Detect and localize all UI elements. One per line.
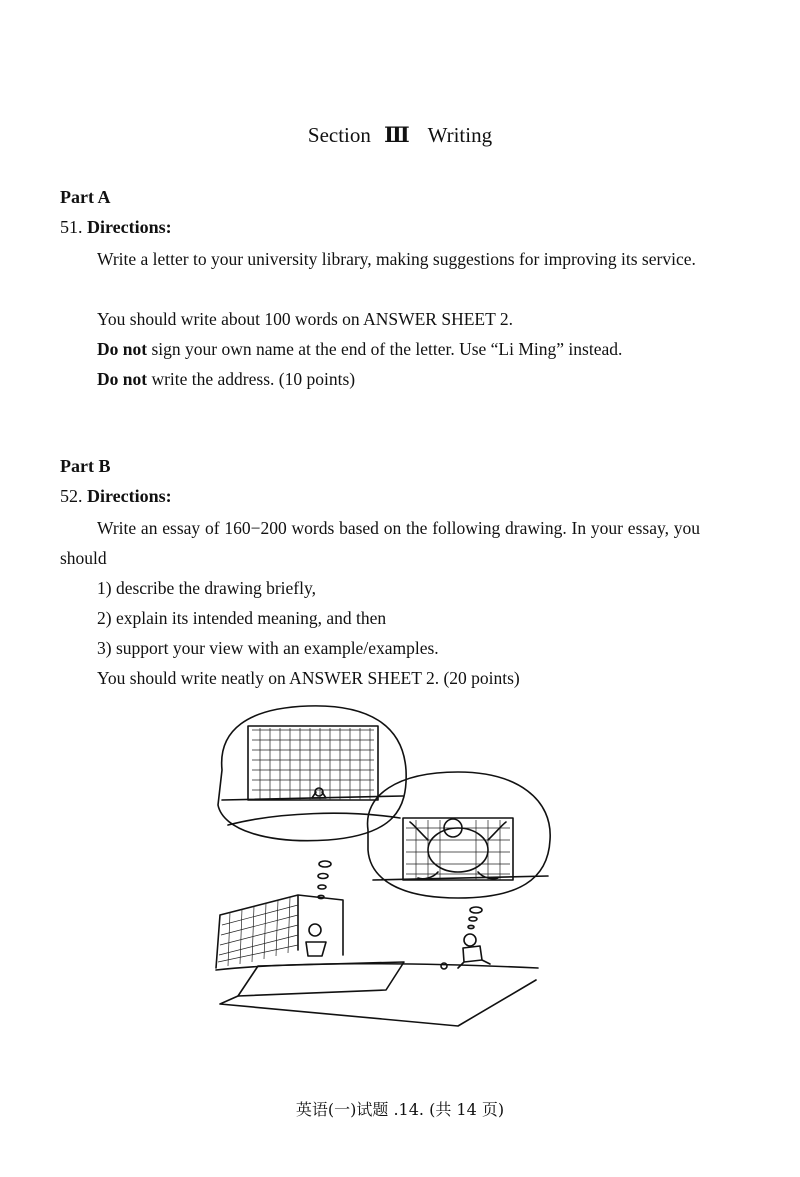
- part-a-heading: Part A: [60, 187, 111, 207]
- part-a-directions: [60, 217, 172, 238]
- part-b-directions-label: Directions: [87, 486, 166, 506]
- part-b-directions: [60, 486, 172, 507]
- penalty-area-field: [216, 962, 538, 1026]
- part-b-task-text: Write an essay of 160−200 words based on the following drawing. In your essay, you should: [60, 518, 700, 568]
- part-a-address-instruction: [97, 364, 355, 394]
- section-name: Writing: [427, 123, 493, 147]
- part-b-colon: :: [165, 486, 172, 506]
- part-b-item-3: 3) support your view with an example/examples.: [97, 638, 439, 658]
- part-a-name-instruction: [97, 334, 622, 364]
- cartoon-goalkeeper-penalty-drawing: [208, 700, 558, 1035]
- small-goal: [216, 895, 343, 968]
- section-numeral: Ⅲ: [384, 123, 409, 147]
- part-b-item-2: 2) explain its intended meaning, and then: [97, 608, 387, 628]
- section-title: [0, 122, 800, 148]
- part-a-do-not-2: Do not: [97, 369, 148, 389]
- part-b-number: 52.: [60, 486, 83, 506]
- part-a-name-rest: sign your own name at the end of the letter. Use “Li Ming” instead.: [147, 339, 623, 359]
- kicker-figure: [441, 934, 490, 969]
- part-a-do-not-1: Do not: [97, 339, 148, 359]
- part-a-word-count: You should write about 100 words on ANSWER SHEET 2.: [97, 309, 513, 329]
- thought-bubble-goalkeeper: [368, 772, 551, 898]
- part-a-number: 51.: [60, 217, 83, 237]
- part-a-colon: :: [165, 217, 172, 237]
- part-a-address-rest: write the address. (10 points): [147, 369, 356, 389]
- part-a-directions-label: Directions: [87, 217, 166, 237]
- thought-bubble-big-goal: [218, 706, 406, 841]
- part-b-final-instruction: You should write neatly on ANSWER SHEET 2. (20 points): [97, 668, 520, 688]
- part-b-item-1: 1) describe the drawing briefly,: [97, 578, 316, 598]
- part-b-heading: Part B: [60, 456, 111, 476]
- part-a-task-text: Write a letter to your university library, making suggestions for improving its service.: [97, 249, 696, 269]
- section-prefix: Section: [307, 123, 371, 147]
- page-footer: 英语(一)试题 .14. (共 14 页): [295, 1100, 505, 1119]
